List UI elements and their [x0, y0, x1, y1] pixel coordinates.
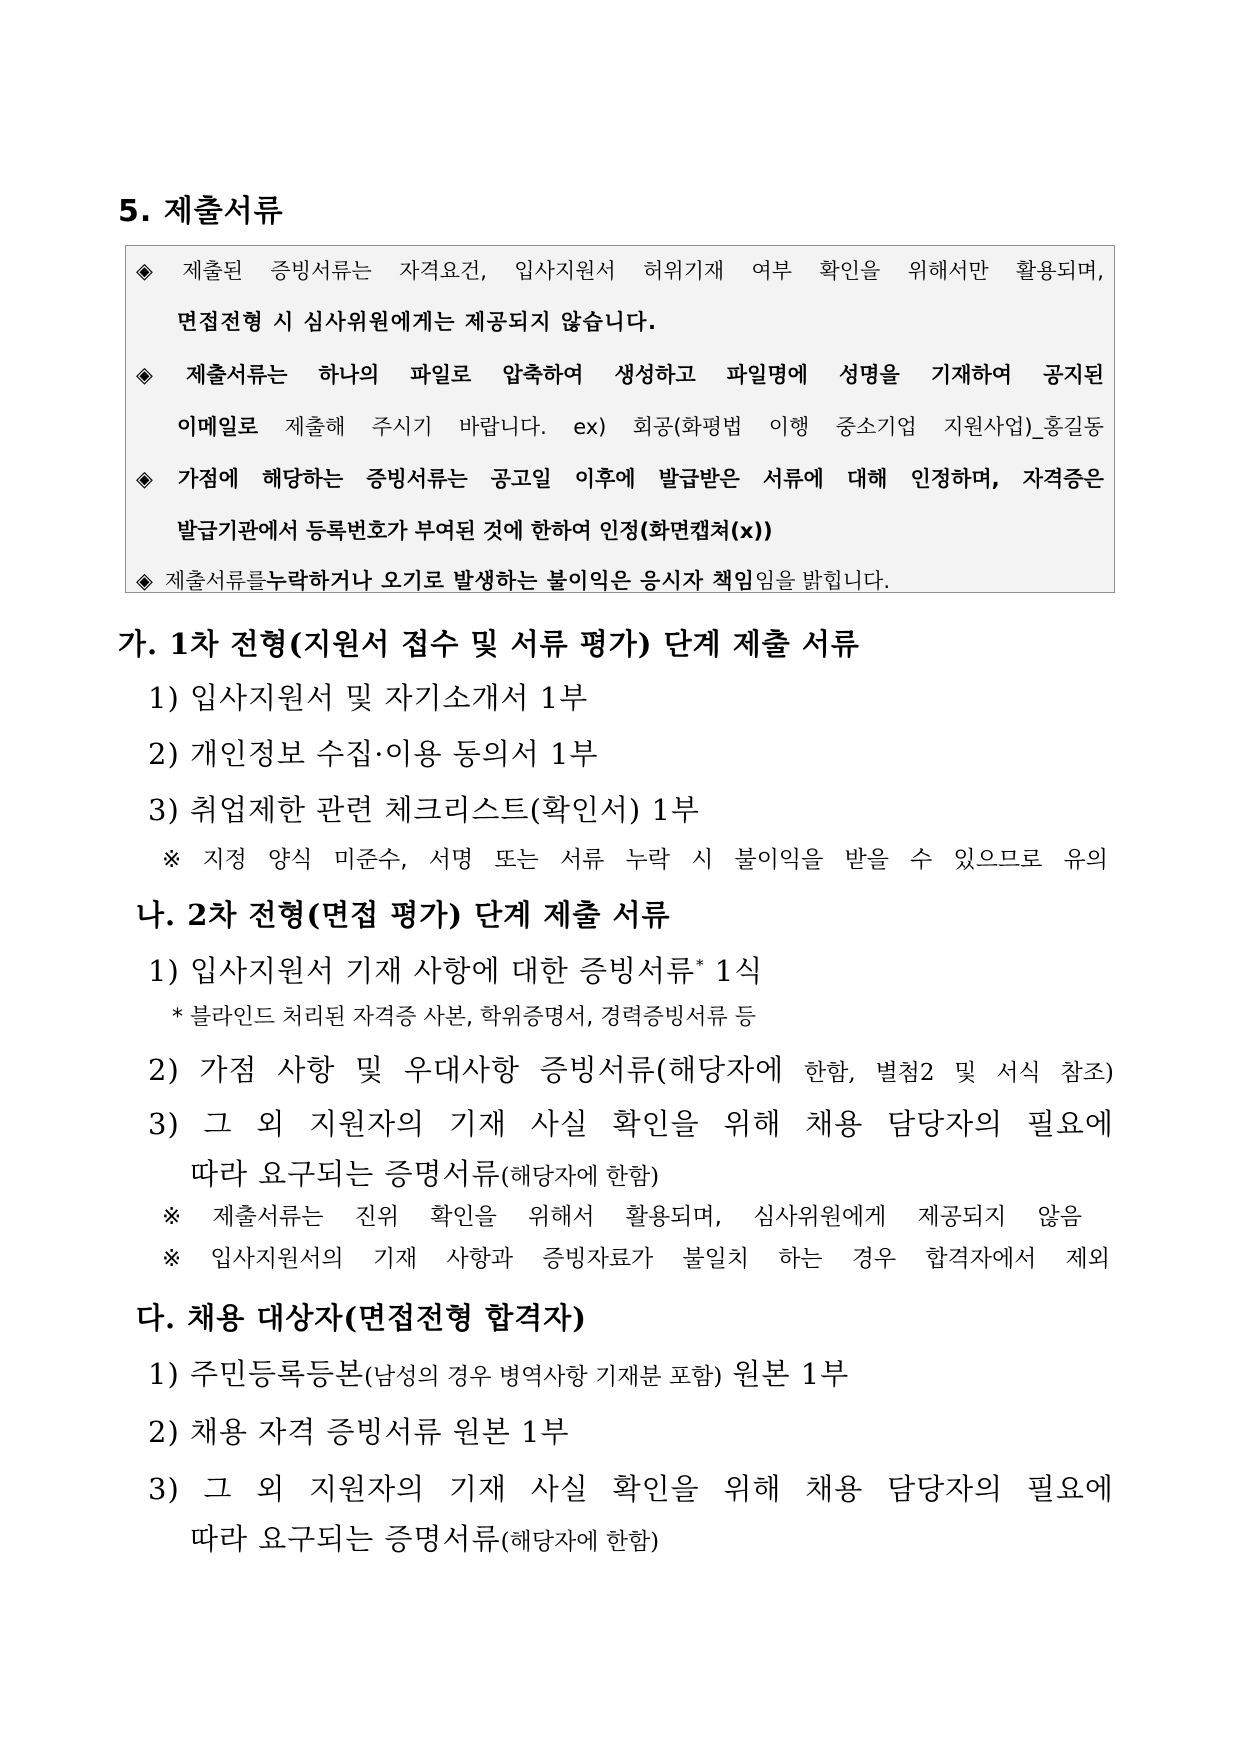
note-word: 시 [691, 847, 714, 873]
item-word: 필요에 [1026, 1107, 1114, 1141]
item-text: 1) 주민등록등본 [148, 1357, 365, 1391]
item-word: 사실 [530, 1107, 589, 1141]
note-word: 불일치 [682, 1246, 750, 1272]
notice-word: 위해서만 [907, 259, 989, 283]
note-word: 누락 [625, 847, 670, 873]
item-word: 한함, [803, 1060, 856, 1086]
note-word: 불이익을 [734, 847, 824, 873]
note-word: 서명 [428, 847, 474, 873]
notice-line-2 [126, 306, 1116, 336]
item-word: 서식 [996, 1060, 1041, 1086]
stage3-item-3-continued [190, 1517, 659, 1558]
item-word: 외 [256, 1472, 286, 1506]
notice-text: 임을 밝힙니다. [754, 569, 890, 593]
item-word: 확인을 [612, 1107, 700, 1141]
diamond-bullet-icon: ◈ [136, 259, 153, 284]
note-word: 또는 [494, 847, 539, 873]
notice-word: 이메일로 [177, 415, 259, 439]
stage2-item-1-footnote: * 블라인드 처리된 자격증 사본, 학위증명서, 경력증빙서류 등 [172, 1005, 756, 1030]
notice-line-4 [126, 411, 1116, 441]
item-word: 기재 [448, 1472, 508, 1506]
notice-word: 확인을 [819, 259, 881, 283]
notice-text: 면접전형 시 심사위원에게는 제공되지 않습니다. [177, 310, 658, 334]
notice-word: 서류에 [762, 467, 824, 491]
notice-word: 바랍니다. [459, 415, 547, 439]
item-word: 지원자의 [309, 1107, 426, 1141]
item-word: 위해 [723, 1472, 782, 1506]
notice-word: 이행 [768, 415, 810, 439]
stage3-item-2: 2) 채용 자격 증빙서류 원본 1부 [148, 1415, 570, 1449]
notice-line-7 [126, 565, 1116, 595]
stage1-heading: 가. 1차 전형(지원서 접수 및 서류 평가) 단계 제출 서류 [118, 627, 860, 661]
notice-word: 회공(화평법 [632, 415, 743, 439]
notice-text: 제출서류를 [164, 569, 267, 593]
notice-word: 허위기재 [643, 259, 725, 283]
stage1-note [162, 841, 1108, 874]
note-word: 있으므로 [953, 847, 1043, 873]
item-word: 확인을 [612, 1472, 700, 1506]
notice-word: 자격요건, [399, 259, 487, 283]
notice-line-1 [126, 255, 1116, 285]
note-word: 사항과 [446, 1246, 514, 1272]
diamond-bullet-icon: ◈ [136, 363, 153, 388]
item-word: 2) [148, 1053, 180, 1087]
notice-word: 활용되며, [1016, 259, 1104, 283]
note-word: 합격자에서 [925, 1246, 1037, 1272]
item-word: 필요에 [1026, 1472, 1114, 1506]
diamond-bullet-icon: ◈ [136, 467, 153, 492]
notice-word: 증빙서류는 [366, 467, 468, 491]
notice-word: 공고일 [490, 467, 552, 491]
stage1-item-3: 3) 취업제한 관련 체크리스트(확인서) 1부 [148, 793, 700, 827]
item-word: 그 [203, 1472, 233, 1506]
item-text: 따라 요구되는 증명서류 [190, 1157, 501, 1191]
notice-word: 생성하고 [614, 363, 696, 387]
stage1-item-2: 2) 개인정보 수집·이용 동의서 1부 [148, 737, 599, 771]
item-text-small: (해당자에 한함) [500, 1164, 660, 1190]
footnote-marker: * [696, 956, 705, 975]
notice-line-6 [126, 515, 1116, 545]
note-word: 받을 [844, 847, 889, 873]
notice-word: 발급받은 [658, 467, 740, 491]
note-word: 수 [910, 847, 933, 873]
note-word: 위해서 [527, 1204, 595, 1230]
stage1-item-1: 1) 입사지원서 및 자기소개서 1부 [148, 681, 589, 715]
note-word: 하는 [778, 1246, 823, 1272]
item-word: 우대사항 [403, 1053, 520, 1087]
note-word: 미준수, [333, 847, 408, 873]
item-text: 1식 [704, 954, 764, 988]
note-word: 서류 [559, 847, 605, 873]
notice-word: 파일명에 [726, 363, 808, 387]
notice-word: 하나의 [318, 363, 380, 387]
note-word: ※ [162, 1246, 182, 1272]
notice-word: 중소기업 [835, 415, 917, 439]
stage2-item-2 [148, 1048, 1114, 1089]
notice-line-3 [126, 359, 1116, 389]
notice-word: 성명을 [838, 363, 900, 387]
notice-word: 증빙서류는 [270, 259, 372, 283]
stage2-item-3-continued [190, 1152, 659, 1193]
note-word: 활용되며, [625, 1204, 722, 1230]
stage2-item-3 [148, 1102, 1114, 1143]
note-word: 양식 [268, 847, 313, 873]
item-text: 1) 입사지원서 기재 사항에 대한 증빙서류 [148, 954, 696, 988]
item-word: 및 [355, 1053, 385, 1087]
item-word: 기재 [448, 1107, 508, 1141]
note-word: 지정 [202, 847, 247, 873]
note-word: 제외 [1065, 1246, 1110, 1272]
note-word: 입사지원서의 [210, 1246, 344, 1272]
item-word: 채용 [805, 1472, 864, 1506]
notice-text: 발급기관에서 등록번호가 부여된 것에 한하여 인정(화면캡쳐(x)) [177, 519, 773, 543]
note-word: 기재 [372, 1246, 418, 1272]
item-word: 담당자의 [887, 1472, 1004, 1506]
note-word: 않음 [1037, 1204, 1082, 1230]
notice-word: 제출해 [284, 415, 346, 439]
notice-word: 여부 [751, 259, 793, 283]
note-word: 제출서류는 [212, 1204, 324, 1230]
note-word: 증빙자료가 [542, 1246, 654, 1272]
notice-word: 공지된 [1043, 363, 1104, 387]
stage2-heading: 나. 2차 전형(면접 평가) 단계 제출 서류 [136, 898, 671, 932]
item-word: 채용 [805, 1107, 864, 1141]
notice-word: 주시기 [371, 415, 433, 439]
note-word: 경우 [851, 1246, 897, 1272]
notice-word: 가점에 [178, 467, 239, 491]
item-word: 가점 [199, 1053, 258, 1087]
notice-word: 압축하여 [502, 363, 584, 387]
notice-word: 제출서류는 [185, 363, 288, 387]
stage2-note-2 [162, 1240, 1110, 1273]
notice-word: 대해 [846, 467, 888, 491]
item-word: 위해 [723, 1107, 782, 1141]
item-word: 지원자의 [309, 1472, 426, 1506]
item-word: 사실 [530, 1472, 589, 1506]
section-title: 5. 제출서류 [118, 194, 284, 229]
notice-word: 지원사업)_홍길동 [943, 415, 1104, 439]
note-word: 심사위원에게 [753, 1204, 887, 1230]
item-word: 외 [256, 1107, 286, 1141]
item-word: 그 [203, 1107, 233, 1141]
stage2-item-1 [148, 949, 763, 990]
stage2-note-1 [162, 1198, 1082, 1231]
notice-box [125, 245, 1115, 593]
note-word: ※ [162, 1204, 182, 1230]
item-word: 별첨2 [875, 1060, 935, 1086]
item-text-small: (해당자에 한함) [500, 1529, 660, 1555]
item-word: 참조) [1060, 1060, 1114, 1086]
item-text: 원본 1부 [722, 1357, 850, 1391]
note-word: 확인을 [430, 1204, 497, 1230]
notice-word: 제출된 [182, 259, 244, 283]
note-word: 유의 [1063, 847, 1108, 873]
notice-word: 자격증은 [1022, 467, 1104, 491]
notice-word: 이후에 [574, 467, 636, 491]
notice-word: 인정하며, [910, 467, 1000, 491]
stage3-heading: 다. 채용 대상자(면접전형 합격자) [136, 1301, 588, 1335]
notice-line-5 [126, 463, 1116, 493]
diamond-bullet-icon: ◈ [136, 569, 153, 594]
item-text: 따라 요구되는 증명서류 [190, 1522, 501, 1556]
notice-word: 입사지원서 [514, 259, 616, 283]
notice-text-emphasis: 누락하거나 오기로 발생하는 불이익은 응시자 책임 [266, 569, 755, 593]
note-word: ※ [162, 847, 182, 873]
notice-word: 파일로 [410, 363, 472, 387]
item-word: 사항 [277, 1053, 336, 1087]
note-word: 진위 [354, 1204, 400, 1230]
notice-word: 해당하는 [261, 467, 344, 491]
notice-word: ex) [573, 415, 607, 439]
stage3-item-3 [148, 1467, 1114, 1508]
stage3-item-1 [148, 1352, 849, 1393]
item-word: 증빙서류(해당자에 [539, 1053, 785, 1087]
note-word: 제공되지 [917, 1204, 1007, 1230]
item-word: 및 [954, 1060, 977, 1086]
item-word: 3) [148, 1472, 180, 1506]
notice-word: 기재하여 [930, 363, 1013, 387]
item-text-small: (남성의 경우 병역사항 기재분 포함) [364, 1364, 723, 1390]
item-word: 3) [148, 1107, 180, 1141]
item-word: 담당자의 [887, 1107, 1004, 1141]
